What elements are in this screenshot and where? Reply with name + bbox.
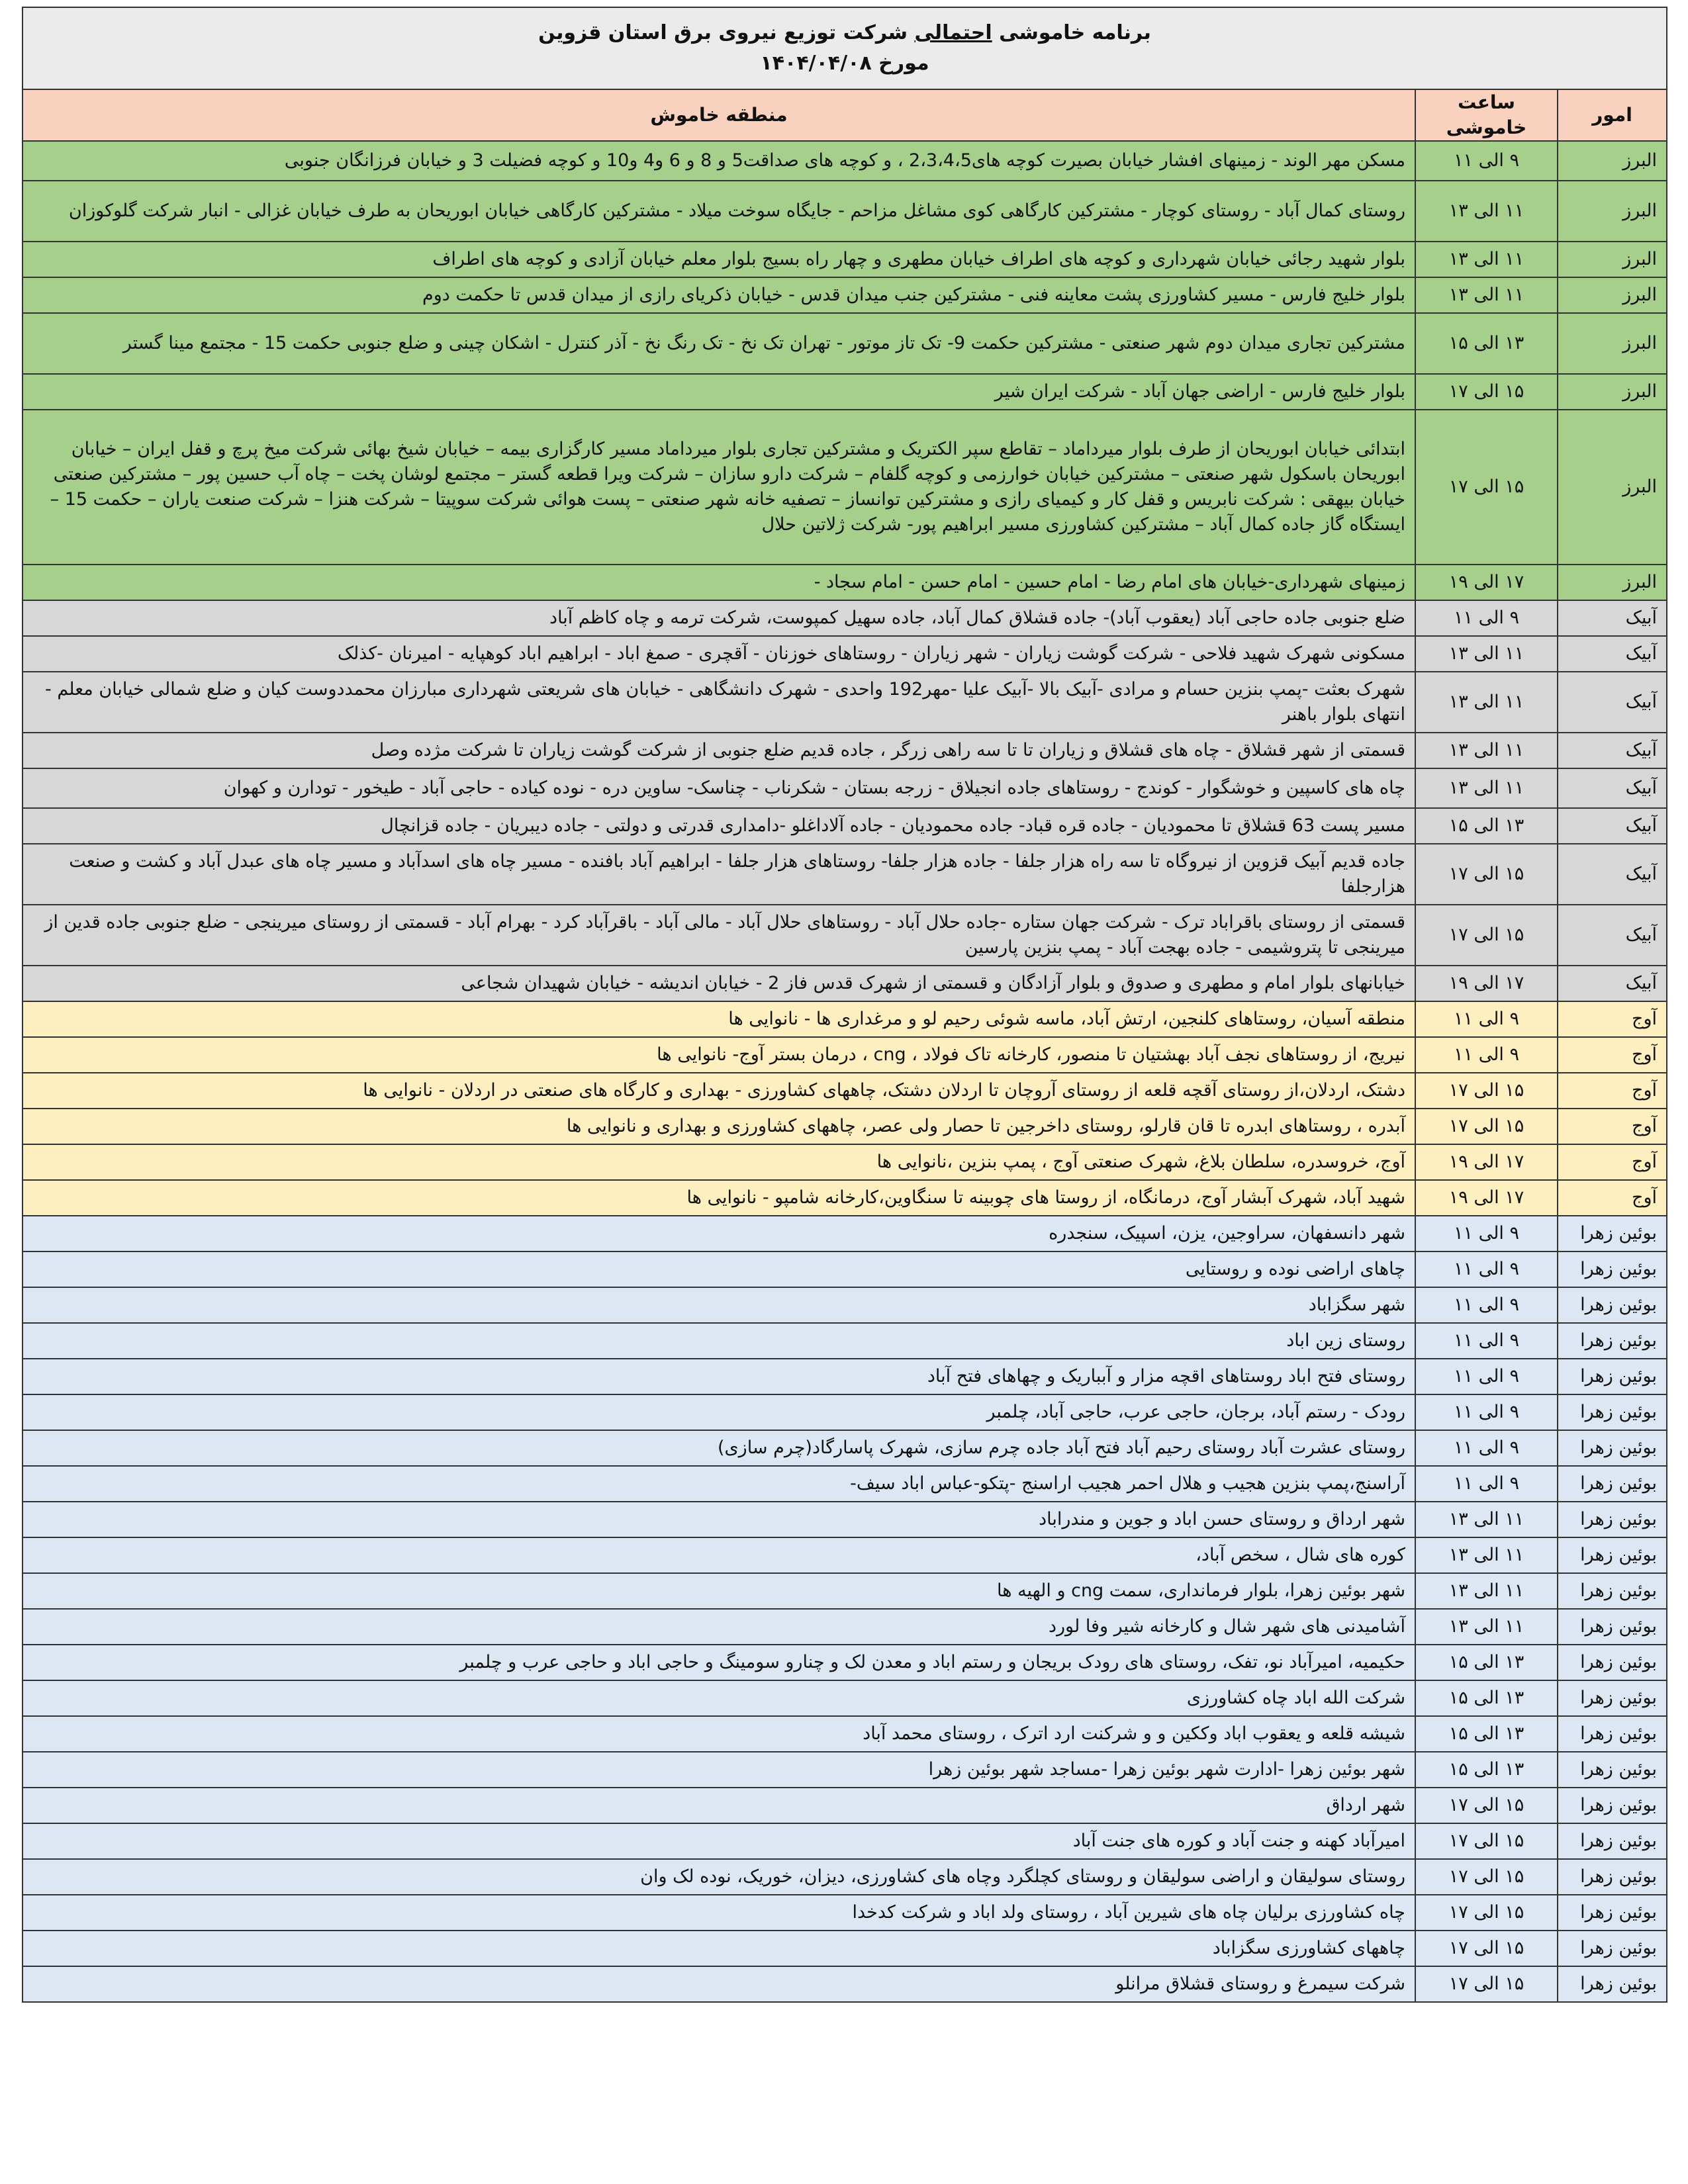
area-cell: جاده قدیم آبیک قزوین از نیروگاه تا سه راه هزار جلفا - جاده هزار جلفا- روستاهای هزار جلفا - ابراهیم آباد بافنده - مسیر چاه های اسدآباد و مسیر چاه های عبدل آباد و کشت و صنعت هزارجلفا [23, 844, 1415, 905]
omoor-cell: بوئین زهرا [1558, 1466, 1667, 1502]
time-cell: ۱۱ الی ۱۳ [1415, 1537, 1558, 1573]
area-cell: چاه های کاسپین و خوشگوار - کوندج - روستاهای جاده انجیلاق - زرجه بستان - شکرناب - چناسک- ساوین دره - نوده کیاده - حاجی آباد - طیخور - تودارن و کهوان [23, 768, 1415, 808]
omoor-cell: آوج [1558, 1144, 1667, 1180]
time-cell: ۹ الی ۱۱ [1415, 1394, 1558, 1430]
table-row [23, 1287, 1667, 1323]
omoor-cell: البرز [1558, 565, 1667, 600]
title-underlined-word: احتمالی [914, 21, 992, 44]
table-row [23, 410, 1667, 565]
time-cell: ۱۵ الی ۱۷ [1415, 410, 1558, 565]
time-cell: ۱۵ الی ۱۷ [1415, 1109, 1558, 1144]
time-cell: ۱۵ الی ۱۷ [1415, 1966, 1558, 2002]
area-cell: کوره های شال ، سخص آباد، [23, 1537, 1415, 1573]
column-header-row [23, 89, 1667, 141]
table-row [23, 966, 1667, 1001]
table-row [23, 1788, 1667, 1823]
area-cell: بلوار خلیج فارس - مسیر کشاورزی پشت معاینه فنی - مشترکین جنب میدان قدس - خیابان ذکریای رازی از میدان قدس تا حکمت دوم [23, 277, 1415, 313]
area-cell: روستای فتح اباد روستاهای اقچه مزار و آبباریک و چهاهای فتح آباد [23, 1359, 1415, 1394]
omoor-cell: بوئین زهرا [1558, 1537, 1667, 1573]
table-row [23, 141, 1667, 181]
area-cell: رودک - رستم آباد، برجان، حاجی عرب، حاجی آباد، چلمبر [23, 1394, 1415, 1430]
area-cell: ضلع جنوبی جاده حاجی آباد (یعقوب آباد)- جاده قشلاق کمال آباد، جاده سهیل کمپوست، شرکت ترمه و چاه کاظم آباد [23, 600, 1415, 636]
time-cell: ۹ الی ۱۱ [1415, 600, 1558, 636]
time-cell: ۱۱ الی ۱۳ [1415, 672, 1558, 733]
time-cell: ۱۱ الی ۱۳ [1415, 242, 1558, 277]
time-cell: ۱۷ الی ۱۹ [1415, 565, 1558, 600]
table-row [23, 1573, 1667, 1609]
omoor-cell: بوئین زهرا [1558, 1680, 1667, 1716]
omoor-cell: آوج [1558, 1180, 1667, 1216]
table-row [23, 1180, 1667, 1216]
table-row [23, 1609, 1667, 1645]
table-row [23, 1430, 1667, 1466]
table-row [23, 1931, 1667, 1966]
omoor-cell: آوج [1558, 1109, 1667, 1144]
omoor-cell: البرز [1558, 277, 1667, 313]
time-cell: ۱۵ الی ۱۷ [1415, 1859, 1558, 1895]
time-cell: ۱۵ الی ۱۷ [1415, 1895, 1558, 1931]
omoor-cell: البرز [1558, 374, 1667, 410]
area-cell: شرکت سیمرغ و روستای قشلاق مرانلو [23, 1966, 1415, 2002]
time-cell: ۹ الی ۱۱ [1415, 1251, 1558, 1287]
omoor-cell: آوج [1558, 1001, 1667, 1037]
column-header-time: ساعت خاموشی [1415, 89, 1558, 141]
area-cell: چاههای کشاورزی سگزاباد [23, 1931, 1415, 1966]
omoor-cell: بوئین زهرا [1558, 1931, 1667, 1966]
area-cell: شهر بوئین زهرا، بلوار فرمانداری، سمت cng و الهیه ها [23, 1573, 1415, 1609]
area-cell: ابتدائی خیابان ابوریحان از طرف بلوار میرداماد – تقاطع سپر الکتریک و مشترکین تجاری بلوار میرداماد مسیر کارگزاری بیمه – خیابان شیخ بهائی شرکت میخ پرچ و قفل ایران – خیابان ابوریحان باسکول شهر صنعتی – مشترکین خیابان خوارزمی و کوچه گلفام – شرکت دارو سازان – شرکت ویرا قطعه گستر – مجتمع لوشان پخت – چاه آب حسین پور – مشترکین صنعتی خیابان بیهقی : شرکت نابریس و قفل کار و کیمیای رازی و مشترکین توانساز – تصفیه خانه شهر صنعتی – پست هوائی شرکت سوپیتا – شرکت هنزا – شرکت صنعت یاران – حکمت 15 – ایستگاه گاز جاده کمال آباد – مشترکین کشاورزی مسیر ابراهیم پور- شرکت ژلاتین حلال [23, 410, 1415, 565]
omoor-cell: آبیک [1558, 905, 1667, 966]
area-cell: آوج، خروسدره، سلطان بلاغ، شهرک صنعتی آوج ، پمپ بنزین ،نانوایی ها [23, 1144, 1415, 1180]
table-row [23, 565, 1667, 600]
area-cell: شهر سگزاباد [23, 1287, 1415, 1323]
table-body [23, 141, 1667, 2002]
omoor-cell: بوئین زهرا [1558, 1609, 1667, 1645]
table-row [23, 1716, 1667, 1752]
omoor-cell: بوئین زهرا [1558, 1502, 1667, 1537]
time-cell: ۱۱ الی ۱۳ [1415, 1502, 1558, 1537]
table-row [23, 905, 1667, 966]
table-row [23, 181, 1667, 242]
area-cell: مسکونی شهرک شهید فلاحی - شرکت گوشت زیاران - شهر زیاران - روستاهای خوزنان - آقچری - صمغ اباد - ابراهیم اباد کوهپایه - امیرنان -کذلک [23, 636, 1415, 672]
table-row [23, 1537, 1667, 1573]
area-cell: شهرک بعثت -پمپ بنزین حسام و مرادی -آبیک بالا -آبیک علیا -مهر192 واحدی - شهرک دانشگاهی - خیابان های شریعتی شهرداری مبارزان محمددوست کیان و ضلع شمالی خیابان معلم - انتهای بلوار باهنر [23, 672, 1415, 733]
omoor-cell: آبیک [1558, 808, 1667, 844]
table-row [23, 1037, 1667, 1073]
omoor-cell: آبیک [1558, 844, 1667, 905]
table-row [23, 1323, 1667, 1359]
time-cell: ۱۳ الی ۱۵ [1415, 1645, 1558, 1680]
time-cell: ۹ الی ۱۱ [1415, 1466, 1558, 1502]
time-cell: ۹ الی ۱۱ [1415, 141, 1558, 181]
table-row [23, 1144, 1667, 1180]
area-cell: منطقه آسیان، روستاهای کلنجین، ارتش آباد، ماسه شوئی رحیم لو و مرغداری ها - نانوایی ها [23, 1001, 1415, 1037]
omoor-cell: بوئین زهرا [1558, 1394, 1667, 1430]
omoor-cell: بوئین زهرا [1558, 1430, 1667, 1466]
omoor-cell: بوئین زهرا [1558, 1895, 1667, 1931]
time-cell: ۱۱ الی ۱۳ [1415, 1609, 1558, 1645]
time-cell: ۱۷ الی ۱۹ [1415, 1144, 1558, 1180]
omoor-cell: بوئین زهرا [1558, 1323, 1667, 1359]
omoor-cell: آوج [1558, 1037, 1667, 1073]
area-cell: شهر بوئین زهرا -ادارت شهر بوئین زهرا -مساجد شهر بوئین زهرا [23, 1752, 1415, 1788]
omoor-cell: البرز [1558, 141, 1667, 181]
area-cell: زمینهای شهرداری-خیابان های امام رضا - امام حسین - امام حسن - امام سجاد - [23, 565, 1415, 600]
table-row [23, 1895, 1667, 1931]
time-cell: ۱۱ الی ۱۳ [1415, 181, 1558, 242]
area-cell: شهر دانسفهان، سراوجین، یزن، اسپیک، سنجدره [23, 1216, 1415, 1251]
omoor-cell: بوئین زهرا [1558, 1287, 1667, 1323]
time-cell: ۹ الی ۱۱ [1415, 1216, 1558, 1251]
area-cell: مشترکین تجاری میدان دوم شهر صنعتی - مشترکین حکمت 9- تک تاز موتور - تهران تک نخ - تک رنگ نخ - آذر کنترل - اشکان چینی و ضلع جنوبی حکمت 15 - مجتمع مینا گستر [23, 313, 1415, 374]
page-title [30, 18, 1660, 48]
time-cell: ۱۷ الی ۱۹ [1415, 966, 1558, 1001]
time-cell: ۱۵ الی ۱۷ [1415, 905, 1558, 966]
omoor-cell: بوئین زهرا [1558, 1645, 1667, 1680]
table-row [23, 1502, 1667, 1537]
area-cell: شهید آباد، شهرک آبشار آوج، درمانگاه، از روستا های چوبینه تا سنگاوین،کارخانه شامپو - نانوایی ها [23, 1180, 1415, 1216]
omoor-cell: بوئین زهرا [1558, 1823, 1667, 1859]
area-cell: نیریج، از روستاهای نجف آباد بهشتیان تا منصور، کارخانه تاک فولاد ، cng ، درمان بستر آوج- نانوایی ها [23, 1037, 1415, 1073]
table-row [23, 277, 1667, 313]
table-row [23, 808, 1667, 844]
omoor-cell: البرز [1558, 242, 1667, 277]
table-row [23, 242, 1667, 277]
time-cell: ۱۳ الی ۱۵ [1415, 313, 1558, 374]
outage-schedule-sheet [22, 7, 1667, 2003]
table-row [23, 1680, 1667, 1716]
table-row [23, 672, 1667, 733]
time-cell: ۱۵ الی ۱۷ [1415, 1073, 1558, 1109]
time-cell: ۱۵ الی ۱۷ [1415, 1823, 1558, 1859]
area-cell: امیرآباد کهنه و جنت آباد و کوره های جنت آباد [23, 1823, 1415, 1859]
column-header-area: منطقه خاموش [23, 89, 1415, 141]
area-cell: قسمتی از شهر قشلاق - چاه های قشلاق و زیاران تا تا سه راهی زرگر ، جاده قدیم ضلع جنوبی از شرکت گوشت زیاران تا شرکت مژده وصل [23, 733, 1415, 768]
table-row [23, 313, 1667, 374]
omoor-cell: بوئین زهرا [1558, 1216, 1667, 1251]
time-cell: ۱۷ الی ۱۹ [1415, 1180, 1558, 1216]
area-cell: دشتک، اردلان،از روستای آقچه قلعه از روستای آروچان تا اردلان دشتک، چاههای کشاورزی - بهداری و کارگاه های صنعتی در اردلان - نانوایی ها [23, 1073, 1415, 1109]
omoor-cell: بوئین زهرا [1558, 1251, 1667, 1287]
omoor-cell: بوئین زهرا [1558, 1859, 1667, 1895]
area-cell: بلوار خلیج فارس - اراضی جهان آباد - شرکت ایران شیر [23, 374, 1415, 410]
area-cell: چاهای اراضی نوده و روستایی [23, 1251, 1415, 1287]
date-value: ۱۴۰۴/۰۴/۰۸ [760, 52, 872, 75]
time-cell: ۱۱ الی ۱۳ [1415, 768, 1558, 808]
table-row [23, 1823, 1667, 1859]
date-label: مورخ [878, 52, 929, 75]
area-cell: حکیمیه، امیرآباد نو، تفک، روستای های رودک بریجان و رستم اباد و معدن لک و چنارو سومینگ و حاجی اباد و حاجی عرب و چلمبر [23, 1645, 1415, 1680]
area-cell: شیشه قلعه و یعقوب اباد وککین و و شرکنت ارد اترک ، روستای محمد آباد [23, 1716, 1415, 1752]
table-row [23, 1109, 1667, 1144]
area-cell: روستای سولیقان و اراضی سولیقان و روستای کچلگرد وچاه های کشاورزی، دیزان، خوریک، نوده لک وان [23, 1859, 1415, 1895]
time-cell: ۱۵ الی ۱۷ [1415, 1931, 1558, 1966]
area-cell: چاه کشاورزی برلیان چاه های شیرین آباد ، روستای ولد اباد و شرکت کدخدا [23, 1895, 1415, 1931]
omoor-cell: بوئین زهرا [1558, 1788, 1667, 1823]
table-row [23, 1359, 1667, 1394]
area-cell: مسیر پست 63 قشلاق تا محمودیان - جاده قره قباد- جاده محمودیان - جاده آلاداغلو -دامداری قدرتی و دولتی - جاده دیبریان - جاده قزانچال [23, 808, 1415, 844]
table-row [23, 1216, 1667, 1251]
area-cell: بلوار شهید رجائی خیابان شهرداری و کوچه های اطراف خیابان مطهری و چهار راه بسیج بلوار معلم خیابان آزادی و کوچه های اطراف [23, 242, 1415, 277]
time-cell: ۱۱ الی ۱۳ [1415, 277, 1558, 313]
time-cell: ۹ الی ۱۱ [1415, 1001, 1558, 1037]
time-cell: ۱۵ الی ۱۷ [1415, 374, 1558, 410]
omoor-cell: البرز [1558, 181, 1667, 242]
table-row [23, 374, 1667, 410]
table-row [23, 1466, 1667, 1502]
omoor-cell: البرز [1558, 313, 1667, 374]
time-cell: ۹ الی ۱۱ [1415, 1037, 1558, 1073]
time-cell: ۱۵ الی ۱۷ [1415, 844, 1558, 905]
omoor-cell: بوئین زهرا [1558, 1966, 1667, 2002]
time-cell: ۱۳ الی ۱۵ [1415, 1752, 1558, 1788]
omoor-cell: بوئین زهرا [1558, 1573, 1667, 1609]
area-cell: آبدره ، روستاهای ابدره تا قان قارلو، روستای داخرجین تا حصار ولی عصر، چاههای کشاورزی و بهداری و نانوایی ها [23, 1109, 1415, 1144]
area-cell: آشامیدنی های شهر شال و کارخانه شیر وفا لورد [23, 1609, 1415, 1645]
time-cell: ۱۱ الی ۱۳ [1415, 636, 1558, 672]
time-cell: ۱۱ الی ۱۳ [1415, 1573, 1558, 1609]
omoor-cell: بوئین زهرا [1558, 1359, 1667, 1394]
table-row [23, 844, 1667, 905]
time-cell: ۱۳ الی ۱۵ [1415, 1716, 1558, 1752]
table-row [23, 600, 1667, 636]
table-row [23, 1752, 1667, 1788]
column-header-omoor: امور [1558, 89, 1667, 141]
area-cell: روستای عشرت آباد روستای رحیم آباد فتح آباد جاده چرم سازی، شهرک پاسارگاد(چرم سازی) [23, 1430, 1415, 1466]
time-cell: ۹ الی ۱۱ [1415, 1323, 1558, 1359]
omoor-cell: البرز [1558, 410, 1667, 565]
title-part-1: برنامه خاموشی [999, 21, 1151, 44]
time-cell: ۱۳ الی ۱۵ [1415, 1680, 1558, 1716]
area-cell: مسکن مهر الوند - زمینهای افشار خیابان بصیرت کوچه های2،3،4،5 ، و کوچه های صداقت5 و 8 و 6 و4 و10 و کوچه فضیلت 3 و خیابان فرزانگان جنوبی [23, 141, 1415, 181]
table-row [23, 768, 1667, 808]
date-line [30, 48, 1660, 79]
time-cell: ۹ الی ۱۱ [1415, 1359, 1558, 1394]
omoor-cell: آبیک [1558, 966, 1667, 1001]
table-row [23, 1073, 1667, 1109]
time-cell: ۱۳ الی ۱۵ [1415, 808, 1558, 844]
omoor-cell: آبیک [1558, 672, 1667, 733]
area-cell: شهر ارداق و روستای حسن اباد و جوین و مندراباد [23, 1502, 1415, 1537]
area-cell: شرکت الله اباد چاه کشاورزی [23, 1680, 1415, 1716]
area-cell: قسمتی از روستای باقراباد ترک - شرکت جهان ستاره -جاده حلال آباد - روستاهای حلال آباد - مالی آباد - باقرآباد کرد - بهرام آباد - قسمتی از روستای میرینجی - ضلع جنوبی جاده قدین از میرینجی تا پتروشیمی - جاده بهجت آباد - پمپ بنزین پارسین [23, 905, 1415, 966]
table-row [23, 1645, 1667, 1680]
table-row [23, 1966, 1667, 2002]
omoor-cell: آبیک [1558, 768, 1667, 808]
time-cell: ۹ الی ۱۱ [1415, 1430, 1558, 1466]
table-row [23, 1001, 1667, 1037]
table-row [23, 636, 1667, 672]
table-row [23, 733, 1667, 768]
area-cell: روستای کمال آباد - روستای کوچار - مشترکین کارگاهی کوی مشاغل مزاحم - جایگاه سوخت میلاد - مشترکین کارگاهی خیابان ابوریحان به طرف خیابان غزالی - انبار شرکت گلوکوزان [23, 181, 1415, 242]
time-cell: ۱۱ الی ۱۳ [1415, 733, 1558, 768]
table-row [23, 1859, 1667, 1895]
omoor-cell: آوج [1558, 1073, 1667, 1109]
omoor-cell: آبیک [1558, 636, 1667, 672]
area-cell: روستای زین اباد [23, 1323, 1415, 1359]
omoor-cell: آبیک [1558, 733, 1667, 768]
omoor-cell: بوئین زهرا [1558, 1752, 1667, 1788]
area-cell: خیابانهای بلوار امام و مطهری و صدوق و بلوار آزادگان و قسمتی از شهرک قدس فاز 2 - خیابان اندیشه - خیابان شهیدان شجاعی [23, 966, 1415, 1001]
table-row [23, 1251, 1667, 1287]
time-cell: ۹ الی ۱۱ [1415, 1287, 1558, 1323]
area-cell: آراسنج،پمپ بنزین هجیب و هلال احمر هجیب اراسنج -پتکو-عباس اباد سیف- [23, 1466, 1415, 1502]
omoor-cell: بوئین زهرا [1558, 1716, 1667, 1752]
outage-table [22, 7, 1667, 2003]
table-row [23, 1394, 1667, 1430]
title-part-2: شرکت توزیع نیروی برق استان قزوین [538, 21, 908, 44]
area-cell: شهر ارداق [23, 1788, 1415, 1823]
omoor-cell: آبیک [1558, 600, 1667, 636]
time-cell: ۱۵ الی ۱۷ [1415, 1788, 1558, 1823]
title-block [23, 7, 1667, 89]
